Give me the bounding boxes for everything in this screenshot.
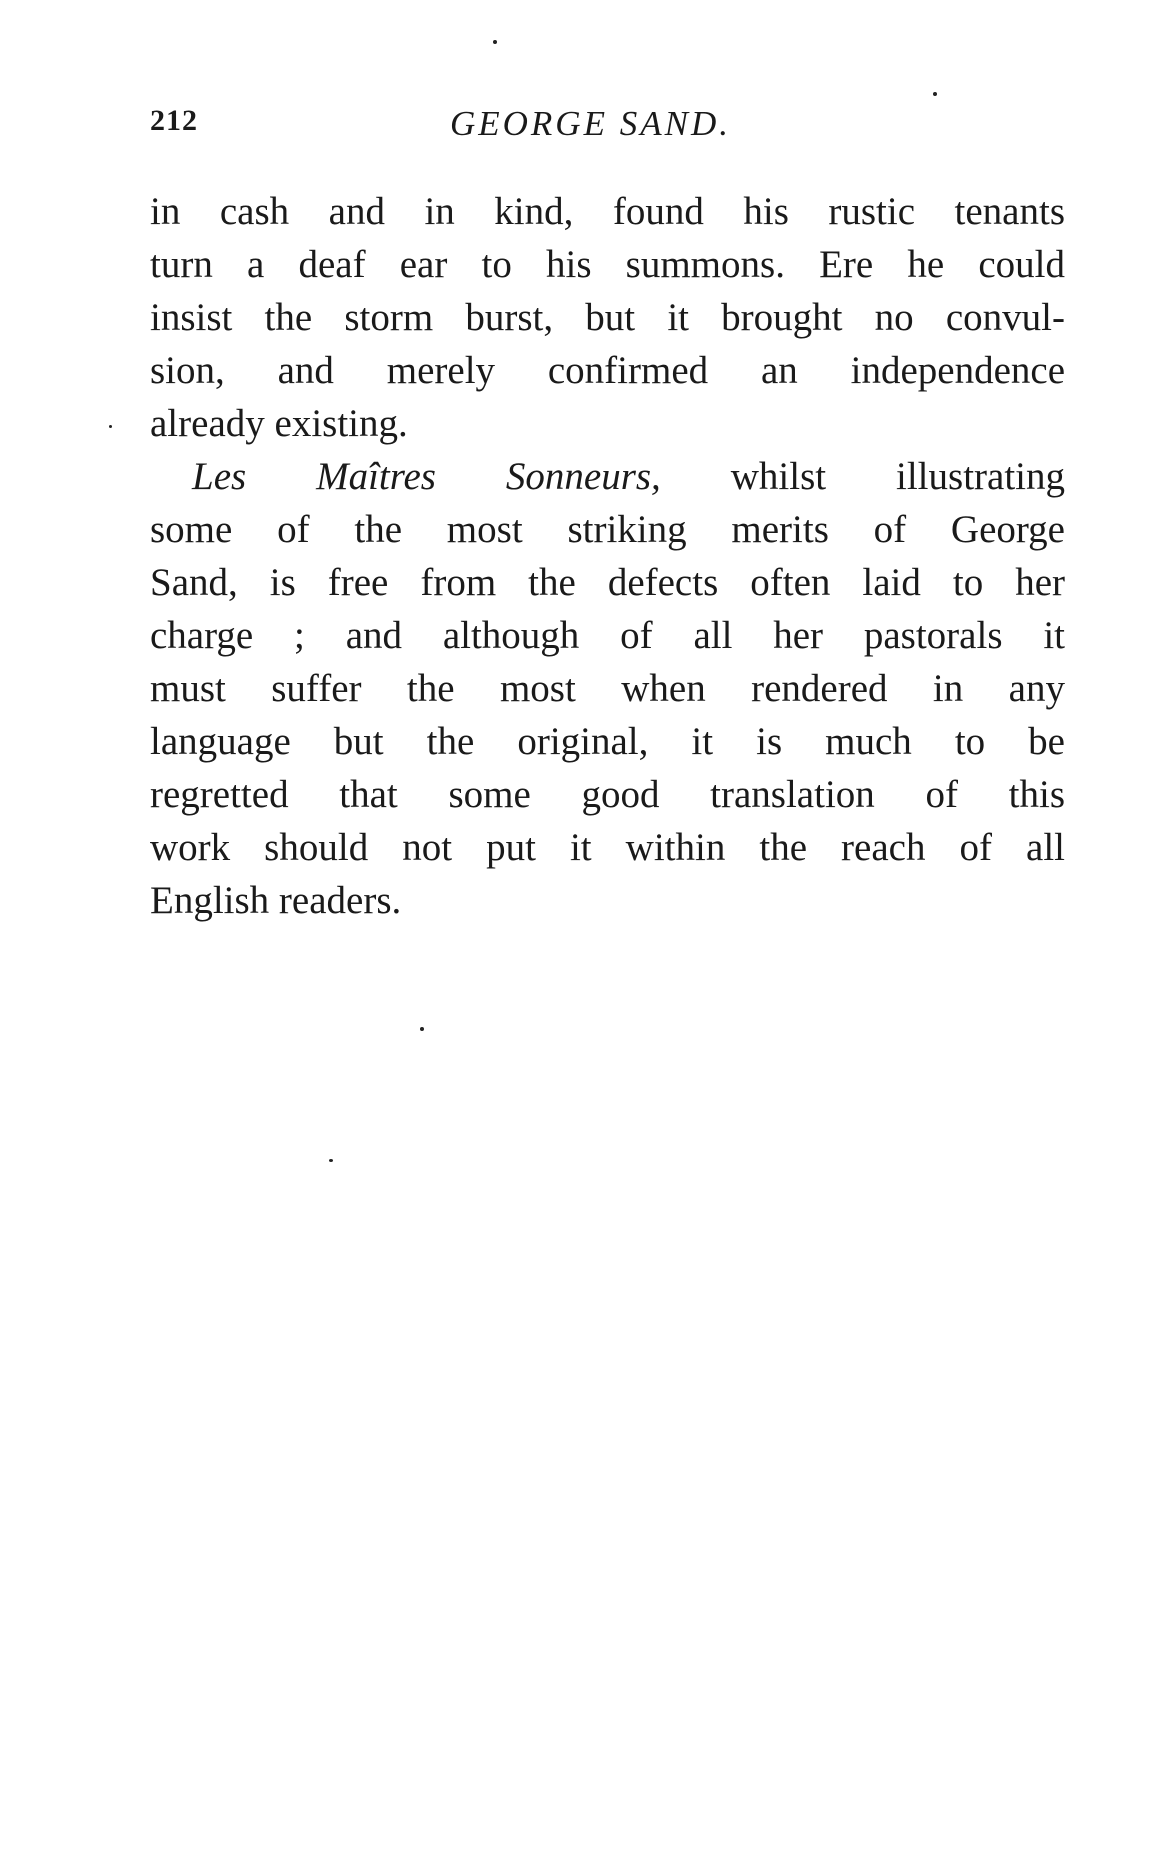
text-line: sion, and merely confirmed an independence bbox=[150, 349, 1065, 392]
book-title: Les Maîtres Sonneurs, bbox=[192, 455, 661, 498]
text-line: some of the most striking merits of George bbox=[150, 508, 1065, 551]
text-line bbox=[150, 450, 1065, 503]
running-title: GEORGE SAND. bbox=[450, 104, 731, 143]
text-line: must suffer the most when rendered in any bbox=[150, 667, 1065, 710]
scan-speck bbox=[420, 1027, 424, 1031]
text-line: regretted that some good translation of this bbox=[150, 773, 1065, 816]
text-line: in cash and in kind, found his rustic tenants bbox=[150, 190, 1065, 233]
text-line: Sand, is free from the defects often laid to her bbox=[150, 561, 1065, 604]
text-line: turn a deaf ear to his summons. Ere he could bbox=[150, 243, 1065, 286]
scan-speck bbox=[329, 1159, 333, 1162]
text-line: already existing. bbox=[150, 402, 408, 445]
text-line: insist the storm burst, but it brought no convul- bbox=[150, 296, 1065, 339]
text-fragment: whilst illustrating bbox=[660, 455, 1065, 498]
scan-speck bbox=[109, 425, 112, 428]
scan-speck bbox=[493, 40, 497, 44]
text-line: language but the original, it is much to be bbox=[150, 720, 1065, 763]
text-line: work should not put it within the reach of all bbox=[150, 826, 1065, 869]
body-text bbox=[150, 185, 1065, 927]
scan-speck bbox=[933, 92, 937, 96]
page-number: 212 bbox=[150, 104, 198, 137]
page-header bbox=[150, 104, 1065, 152]
text-line: English readers. bbox=[150, 879, 402, 922]
text-line: charge ; and although of all her pastorals it bbox=[150, 614, 1065, 657]
